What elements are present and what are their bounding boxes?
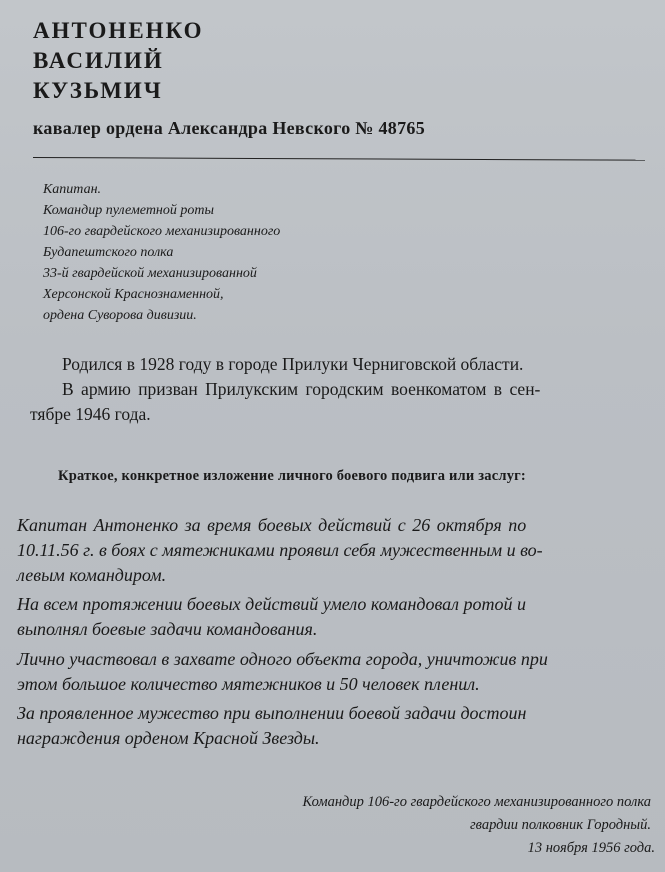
name-surname: АНТОНЕНКО (33, 18, 204, 43)
divider-line (33, 157, 645, 161)
feat-line: Лично участвовал в захвате одного объекта города, уничтожив при (17, 649, 548, 669)
signature-date: 13 ноября 1956 года. (527, 840, 655, 856)
feat-line: награждения орденом Красной Звезды. (17, 728, 320, 748)
feat-line: Капитан Антоненко за время боевых действий с 26 октября по (17, 515, 527, 535)
feat-line: На всем протяжении боевых действий умело командовал ротой и (17, 594, 527, 614)
rank-line: Командир пулеметной роты (43, 203, 214, 218)
rank-line: Будапештского полка (43, 245, 174, 260)
rank-line: Капитан. (43, 182, 102, 197)
order-title: кавалер ордена Александра Невского № 48765 (33, 118, 425, 138)
signature-line: гвардии полковник Городный. (470, 817, 651, 833)
rank-line: 106-го гвардейского механизированного (43, 224, 281, 239)
signature-line: Командир 106-го гвардейского механизированного полка (302, 794, 651, 810)
bio-line: Родился в 1928 году в городе Прилуки Черниговской области. (62, 354, 524, 374)
rank-line: 33-й гвардейской механизированной (43, 266, 257, 281)
feat-line: 10.11.56 г. в боях с мятежниками проявил себя мужественным и во- (17, 540, 543, 560)
feat-line: левым командиром. (17, 565, 167, 585)
name-patronymic: КУЗЬМИЧ (33, 78, 163, 103)
bio-line: В армию призван Прилукским городским военкоматом в сен- (62, 379, 541, 399)
feat-line: этом большое количество мятежников и 50 человек пленил. (17, 674, 480, 694)
feat-line: За проявленное мужество при выполнении боевой задачи достоин (17, 703, 527, 723)
name-first: ВАСИЛИЙ (33, 48, 164, 73)
bio-line: тябре 1946 года. (30, 404, 151, 424)
feat-line: выполнял боевые задачи командования. (17, 619, 318, 639)
rank-line: Херсонской Краснознаменной, (43, 287, 224, 302)
feat-heading: Краткое, конкретное изложение личного боевого подвига или заслуг: (58, 468, 526, 484)
rank-line: ордена Суворова дивизии. (43, 308, 197, 323)
